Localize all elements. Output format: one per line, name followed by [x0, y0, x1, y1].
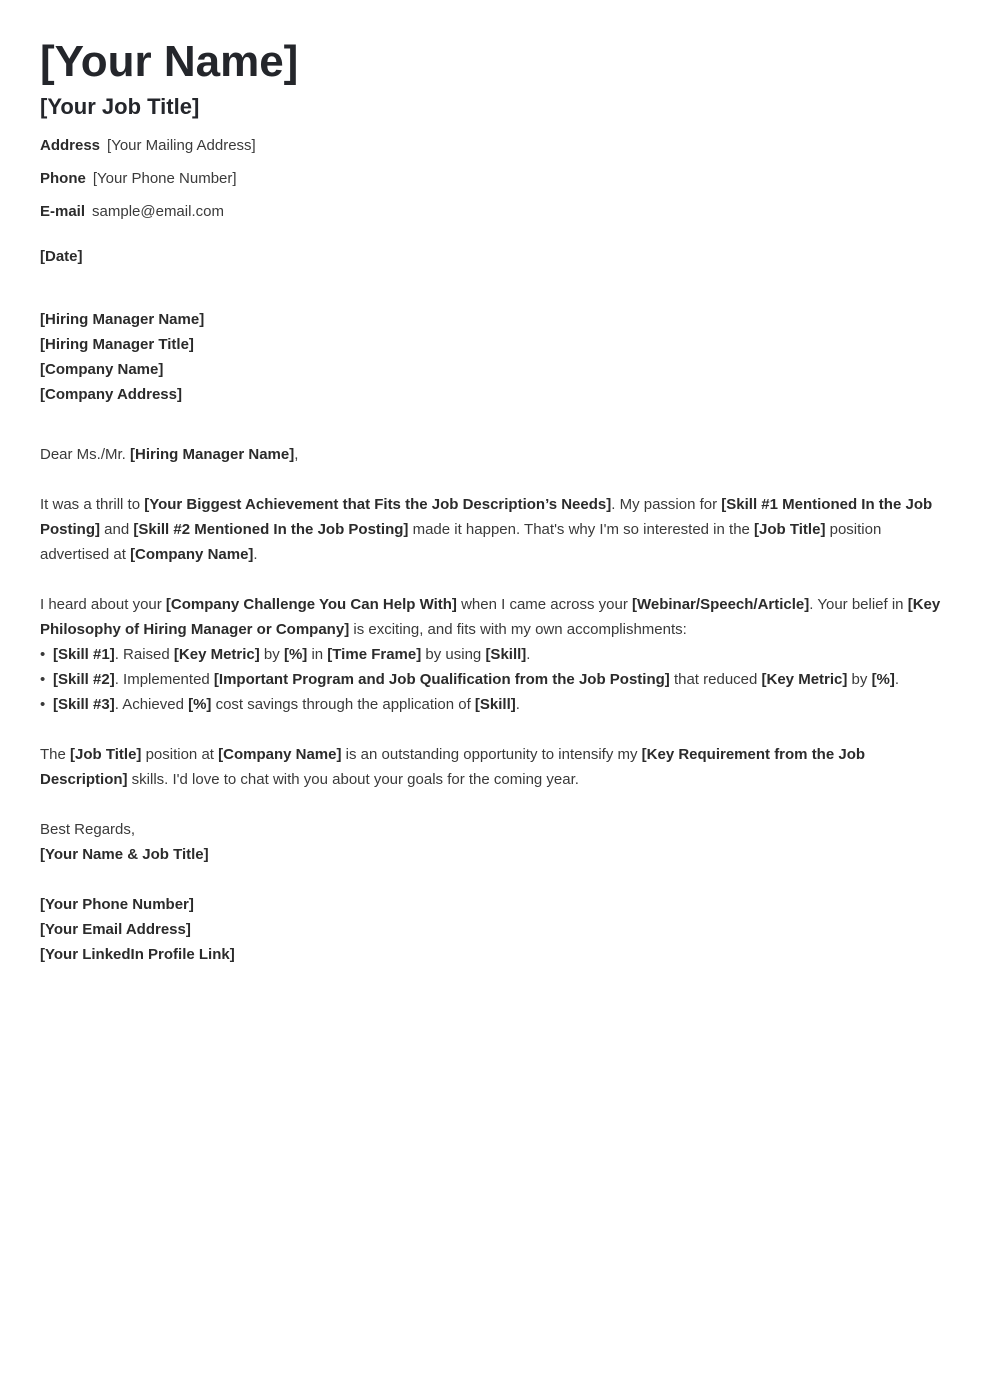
text: .: [253, 546, 258, 563]
text: .: [894, 671, 900, 688]
placeholder-skill: [Skill]: [485, 646, 527, 663]
paragraph-closing: [40, 742, 950, 792]
contact-phone: [40, 169, 950, 202]
list-item: [40, 667, 950, 692]
paragraph-intro: [40, 492, 950, 567]
bullet-icon: •: [40, 671, 46, 688]
placeholder-skill: [Skill]: [474, 696, 516, 713]
placeholder-key-requirement: [Key Requirement from the Job Description]: [40, 746, 866, 788]
placeholder-achievement: [Your Biggest Achievement that Fits the Job Description’s Needs]: [144, 496, 612, 513]
salutation-suffix: ,: [294, 446, 299, 463]
contact-address: [40, 136, 950, 169]
recipient-block: [40, 307, 950, 407]
bullet-icon: •: [40, 646, 46, 663]
recipient-line: [Hiring Manager Title]: [40, 336, 194, 353]
contact-label: Phone: [40, 170, 86, 187]
text: . Achieved: [114, 696, 189, 713]
placeholder-percent: [%]: [188, 696, 212, 713]
placeholder-program: [Important Program and Job Qualification from the Job Posting]: [213, 671, 670, 688]
text: . Your belief in: [809, 596, 908, 613]
signature-phone: [Your Phone Number]: [40, 896, 194, 913]
placeholder-company-challenge: [Company Challenge You Can Help With]: [165, 596, 457, 613]
placeholder-skill-1: [Skill #1 Mentioned In the Job Posting]: [40, 496, 933, 538]
placeholder-metric: [Key Metric]: [761, 671, 848, 688]
placeholder-key-philosophy: [Key Philosophy of Hiring Manager or Company]: [40, 596, 941, 638]
salutation-name: [Hiring Manager Name]: [130, 446, 295, 463]
recipient-line: [Hiring Manager Name]: [40, 311, 205, 328]
bullet-icon: •: [40, 696, 46, 713]
applicant-name: [Your Name]: [40, 37, 299, 86]
contact-block: [40, 136, 950, 235]
placeholder-percent: [%]: [871, 671, 895, 688]
placeholder-percent: [%]: [283, 646, 308, 663]
placeholder-skill: [Skill #2]: [53, 671, 115, 688]
text: position advertised at: [40, 521, 882, 563]
salutation-prefix: Dear Ms./Mr.: [40, 446, 131, 463]
text: position at: [141, 746, 219, 763]
text: is exciting, and fits with my own accomplishments:: [349, 621, 687, 638]
text: skills. I'd love to chat with you about your goals for the coming year.: [127, 771, 579, 788]
closing-name-title: [Your Name & Job Title]: [40, 846, 209, 863]
closing-regards: Best Regards,: [40, 821, 136, 838]
signature-email: [Your Email Address]: [40, 921, 191, 938]
placeholder-time-frame: [Time Frame]: [327, 646, 422, 663]
placeholder-company-name: [Company Name]: [218, 746, 342, 763]
text: cost savings through the application of: [211, 696, 475, 713]
placeholder-skill-2: [Skill #2 Mentioned In the Job Posting]: [133, 521, 409, 538]
text: . My passion for: [611, 496, 722, 513]
text: It was a thrill to: [40, 496, 145, 513]
text: . Raised: [114, 646, 174, 663]
paragraph-company: [40, 592, 950, 642]
text: when I came across your: [456, 596, 632, 613]
text: . Implemented: [114, 671, 214, 688]
placeholder-metric: [Key Metric]: [173, 646, 260, 663]
text: by using: [421, 646, 486, 663]
contact-email: [40, 202, 950, 235]
placeholder-webinar: [Webinar/Speech/Article]: [632, 596, 810, 613]
salutation: [40, 442, 950, 467]
text: by: [259, 646, 284, 663]
contact-label: Address: [40, 137, 101, 154]
text: is an outstanding opportunity to intensify my: [341, 746, 642, 763]
cover-letter: [40, 36, 950, 967]
signature-linkedin: [Your LinkedIn Profile Link]: [40, 946, 235, 963]
text: and: [100, 521, 134, 538]
placeholder-job-title: [Job Title]: [754, 521, 826, 538]
placeholder-skill: [Skill #1]: [53, 646, 115, 663]
text: .: [515, 696, 520, 713]
contact-label: E-mail: [40, 203, 86, 220]
list-item: [40, 642, 950, 667]
text: I heard about your: [40, 596, 166, 613]
text: that reduced: [669, 671, 762, 688]
closing-block: [40, 817, 950, 867]
applicant-job-title: [Your Job Title]: [40, 94, 200, 119]
contact-value: [Your Phone Number]: [92, 170, 237, 187]
placeholder-job-title: [Job Title]: [70, 746, 142, 763]
recipient-line: [Company Name]: [40, 361, 164, 378]
recipient-line: [Company Address]: [40, 386, 182, 403]
text: made it happen. That's why I'm so interested in the: [408, 521, 755, 538]
text: .: [526, 646, 531, 663]
list-item: [40, 692, 950, 717]
placeholder-company-name: [Company Name]: [130, 546, 254, 563]
contact-value: sample@email.com: [92, 203, 224, 220]
text: in: [307, 646, 328, 663]
contact-value: [Your Mailing Address]: [107, 137, 256, 154]
text: The: [40, 746, 71, 763]
placeholder-skill: [Skill #3]: [53, 696, 115, 713]
signature-block: [40, 892, 950, 967]
text: by: [847, 671, 872, 688]
letter-date: [Date]: [40, 248, 83, 265]
